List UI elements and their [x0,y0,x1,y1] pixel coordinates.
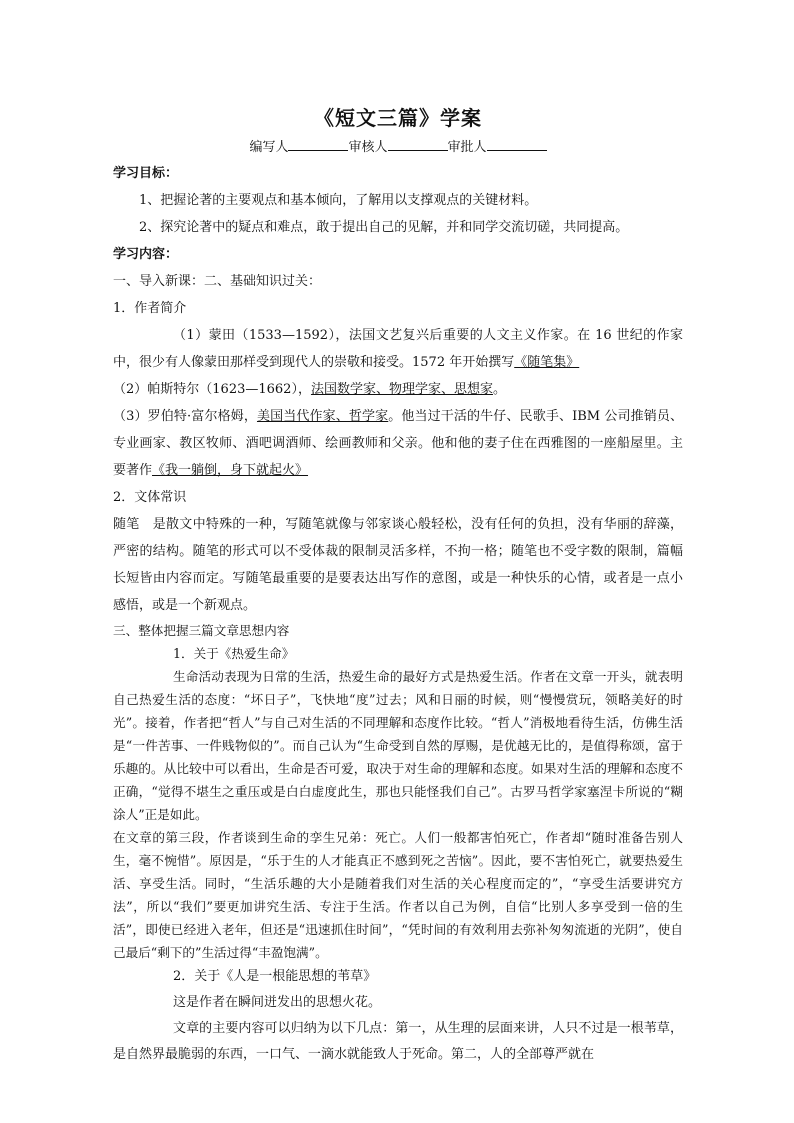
fulghum-titles: 美国当代作家、哲学家 [256,409,389,424]
author-fulghum: （3）罗伯特·富尔格姆，美国当代作家、哲学家。他当过干活的牛仔、民歌手、IBM 公司推销员、专业画家、教区牧师、酒吧调酒师、绘画教师和父亲。他和他的妻子住在西雅图的一座船屋里。主要著作《我一躺倒，身下就起火》 [113,409,683,478]
goals-heading: 学习目标： [113,166,179,181]
essay-1-heading: 1．关于《热爱生命》 [173,646,295,661]
authors-heading: 1．作者简介 [113,301,187,316]
genre-heading: 2．文体常识 [113,490,187,505]
editors-line [113,136,683,160]
essay-2-heading: 2．关于《人是一根能思想的苇草》 [173,969,377,984]
pascal-titles: 法国数学家、物理学家、思想家 [310,382,493,397]
montaigne-work: 《随笔集》 [514,355,580,370]
section-1-heading: 一、导入新课：二、基础知识过关： [113,274,322,289]
approver-blank [487,136,547,151]
goal-item-2: 2、探究论著中的疑点和难点，敢于提出自己的见解，并和同学交流切磋，共同提高。 [139,220,629,235]
content-heading: 学习内容： [113,247,179,262]
approver-label: 审批人 [447,140,487,155]
goal-item-1: 1、把握论著的主要观点和基本倾向，了解用以支撑观点的关键材料。 [139,193,538,208]
document-page [113,100,683,1068]
writer-blank [288,136,348,151]
essay-1-paragraph-2: 在文章的第三段，作者谈到生命的孪生兄弟：死亡。人们一般都害怕死亡，作者却“随时准备告别人生，毫不惋惜”。原因是，“乐于生的人才能真正不感到死之苦恼”。因此，要不害怕死亡，就要热爱生活、享受生活。同时，“生活乐趣的大小是随着我们对生活的关心程度而定的”，“享受生活要讲究方法”，所以“我们”要更加讲究生活、专注于生活。作者以自己为例，自信“比别人多享受到一倍的生活”，即使已经进入老年，但还是“迅速抓住时间”，“凭时间的有效利用去弥补匆匆流逝的光阴”，使自己最后“剩下的”生活过得“丰盈饱满”。 [113,830,683,960]
essay-2-paragraph-2: 文章的主要内容可以归纳为以下几点：第一，从生理的层面来讲，人只不过是一根苇草，是自然界最脆弱的东西，一口气、一滴水就能致人于死命。第二，人的全部尊严就在 [113,1021,683,1062]
essay-1-paragraph-1: 生命活动表现为日常的生活，热爱生命的最好方式是热爱生活。作者在文章一开头，就表明自己热爱生活的态度：“坏日子”，飞快地“度”过去；风和日丽的时候，则“慢慢赏玩，领略美好的时光”。接着，作者把“哲人”与自己对生活的不同理解和态度作比较。“哲人”消极地看待生活，仿佛生活是“一件苦事、一件贱物似的”。而自己认为“生命受到自然的厚赐，是优越无比的，是值得称颂，富于乐趣的。从比较中可以看出，生命是否可爱，取决于对生命的理解和态度。如果对生活的理解和态度不正确，“觉得不堪生之重压或是白白虚度此生，那也只能怪我们自己”。古罗马哲学家塞涅卡所说的“糊涂人”正是如此。 [113,669,683,822]
author-pascal: （2）帕斯特尔（1623—1662），法国数学家、物理学家、思想家。 [113,382,506,397]
genre-text: 随笔 是散文中特殊的一种，写随笔就像与邻家谈心般轻松，没有任何的负担，没有华丽的辞藻，严密的结构。随笔的形式可以不受体裁的限制灵活多样，不拘一格；随笔也不受字数的限制，篇幅长短皆由内容而定。写随笔最重要的是要表达出写作的意图，或是一种快乐的心情，或者是一点小感悟，或是一个新观点。 [113,517,683,613]
author-montaigne: （1）蒙田（1533—1592），法国文艺复兴后重要的人文主义作家。在 16 世纪的作家中，很少有人像蒙田那样受到现代人的崇敬和接受。1572 年开始撰写《随笔集》 [113,328,683,370]
essay-2-paragraph-1: 这是作者在瞬间迸发出的思想火花。 [173,995,382,1010]
fulghum-work: 《我一躺倒，身下就起火》 [152,463,309,478]
section-3-heading: 三、整体把握三篇文章思想内容 [113,623,290,638]
page-title: 《短文三篇》学案 [314,106,482,130]
reviewer-label: 审核人 [348,140,388,155]
writer-label: 编写人 [249,140,289,155]
reviewer-blank [388,136,448,151]
